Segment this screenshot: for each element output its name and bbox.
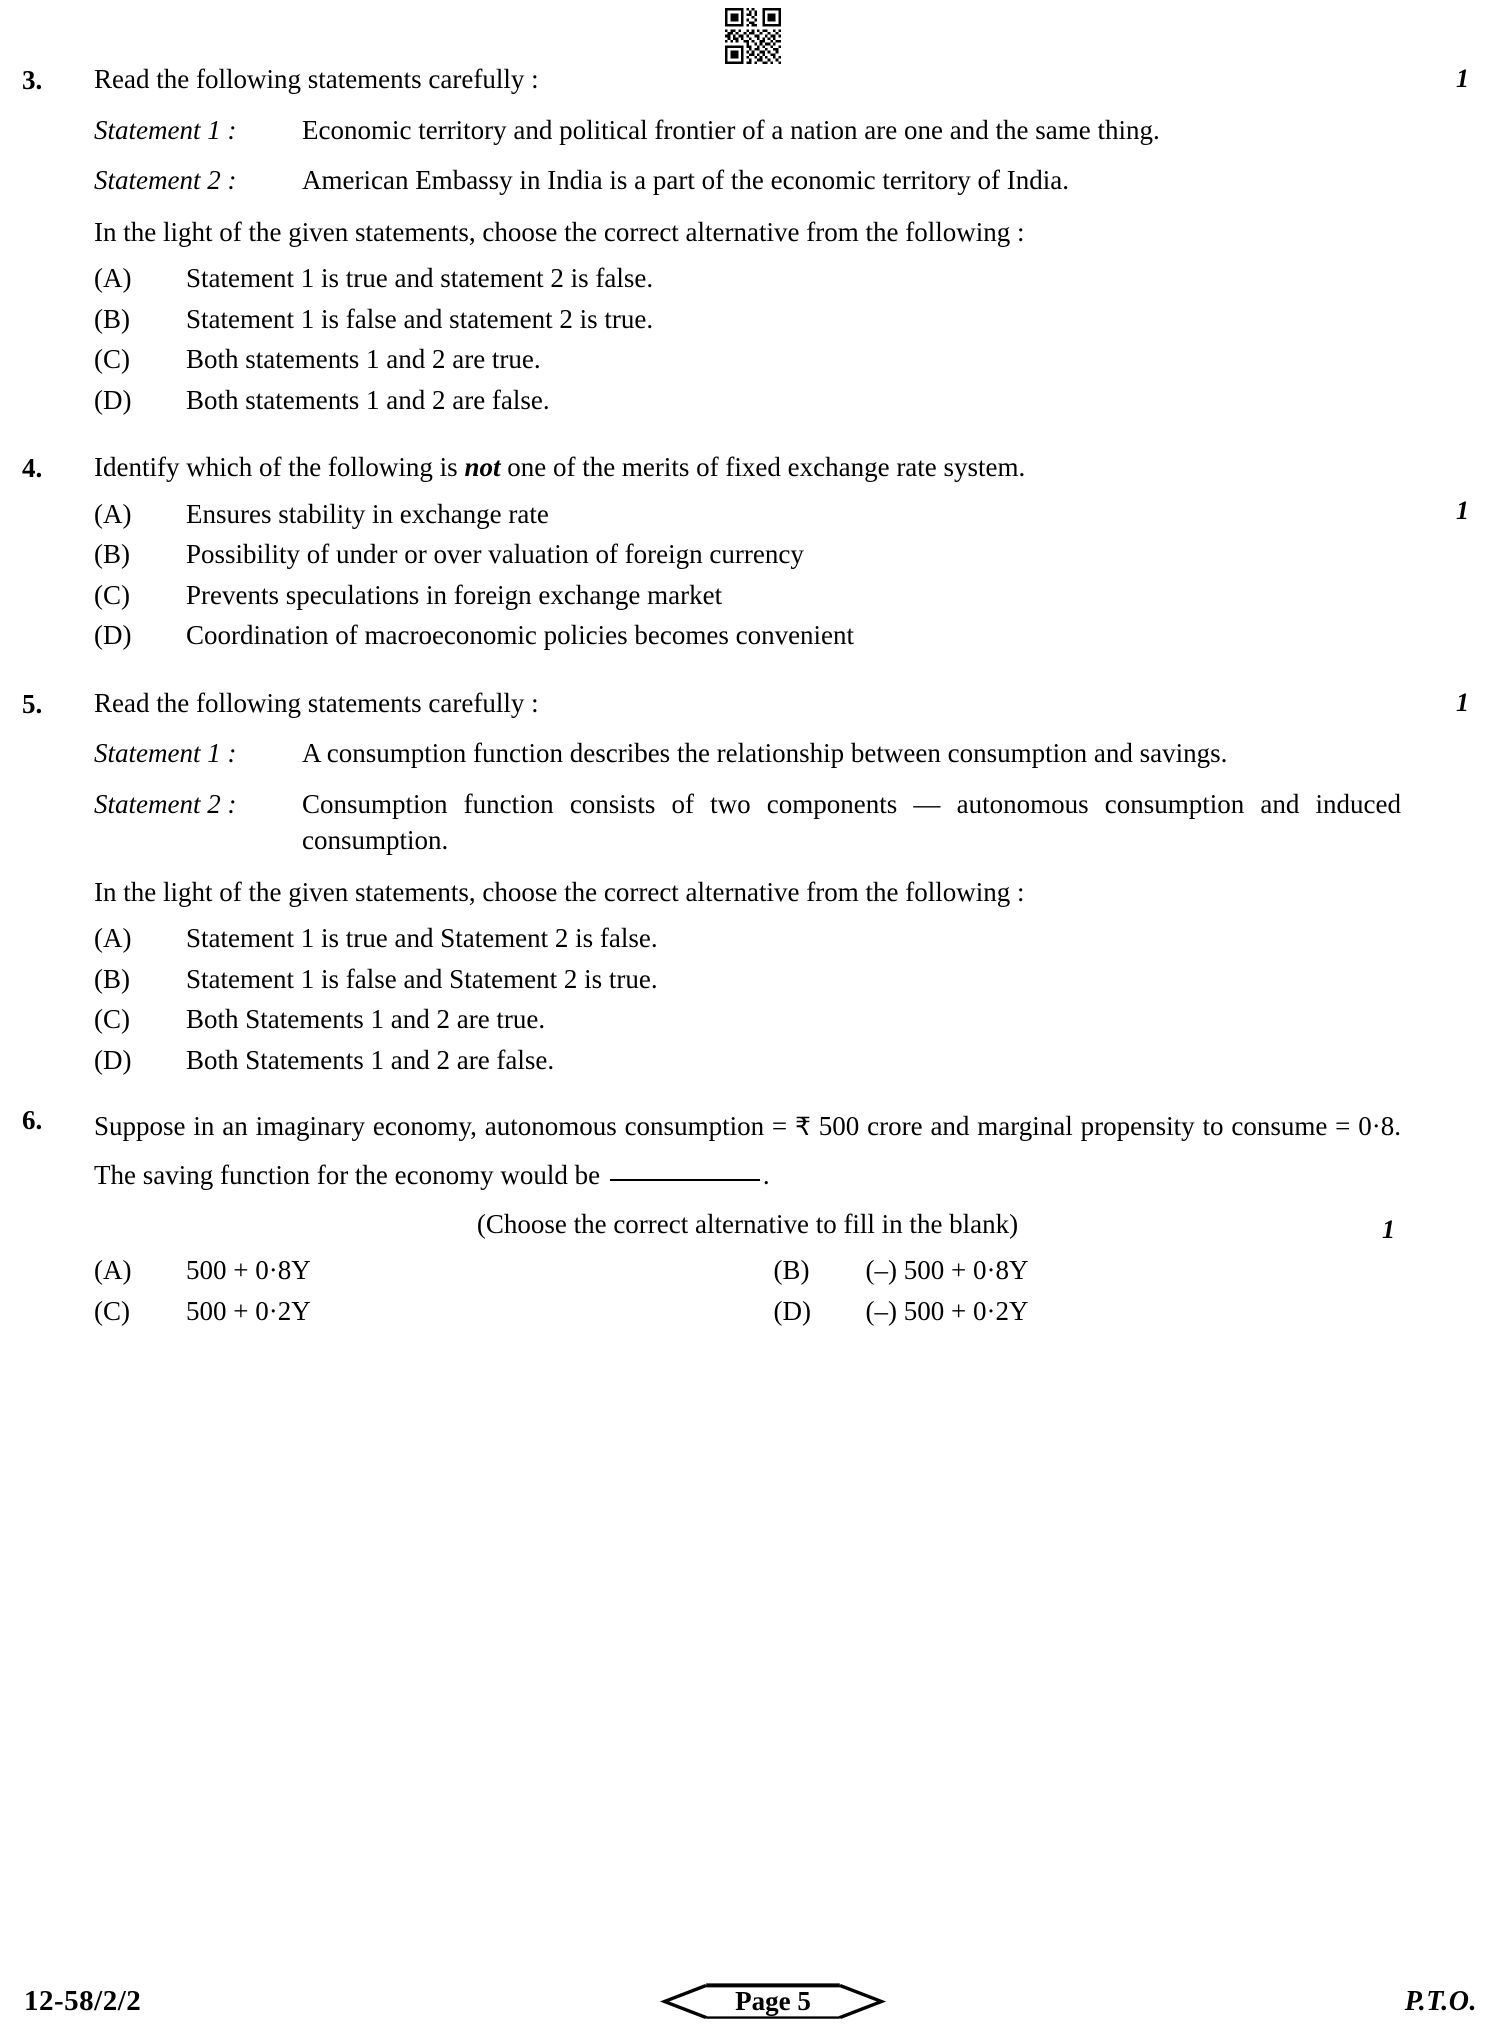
statement-label: Statement 1 : xyxy=(94,738,237,769)
question-marks: 1 xyxy=(1456,687,1469,717)
statement-row xyxy=(94,162,1401,198)
question-number: 6. xyxy=(22,1105,43,1136)
question-6 xyxy=(22,1102,1475,1331)
option-key: (C) xyxy=(94,344,130,375)
paper-code: 12-58/2/2 xyxy=(24,1985,142,2017)
pto-label: P.T.O. xyxy=(1404,1985,1477,2017)
option-text: Prevents speculations in foreign exchange market xyxy=(186,579,723,610)
question-3 xyxy=(22,62,1475,420)
page-label: Page 5 xyxy=(735,1986,811,2016)
question-instruction: In the light of the given statements, choose the correct alternative from the following : xyxy=(94,216,1025,247)
question-marks: 1 xyxy=(1456,496,1469,526)
option-b[interactable] xyxy=(94,534,1401,575)
option-text: (–) 500 + 0·8Y xyxy=(865,1255,1029,1286)
statement-label: Statement 1 : xyxy=(94,114,237,145)
option-key: (A) xyxy=(94,1255,132,1286)
option-text: Statement 1 is true and statement 2 is false. xyxy=(186,263,654,294)
option-d[interactable] xyxy=(94,1040,1401,1081)
option-key: (B) xyxy=(94,539,130,570)
prompt-part-1: Identify which of the following is xyxy=(94,452,465,483)
option-d[interactable] xyxy=(94,615,1401,656)
option-text: Statement 1 is false and statement 2 is true. xyxy=(186,303,654,334)
option-d[interactable] xyxy=(748,1291,1402,1332)
question-marks: 1 xyxy=(1456,64,1469,93)
options-list xyxy=(94,918,1401,1080)
question-number: 3. xyxy=(22,65,43,95)
option-row xyxy=(94,1291,1401,1332)
question-number: 4. xyxy=(22,453,43,484)
option-c[interactable] xyxy=(94,339,1401,380)
spacer xyxy=(22,1080,1475,1102)
statement-text: American Embassy in India is a part of the economic territory of India. xyxy=(302,164,1069,195)
statement-row xyxy=(94,112,1401,148)
option-b[interactable] xyxy=(94,959,1401,1000)
options-list xyxy=(94,494,1401,656)
option-key: (C) xyxy=(94,1295,130,1326)
option-key: (A) xyxy=(94,923,132,954)
question-5 xyxy=(22,686,1475,1080)
question-4 xyxy=(22,450,1475,656)
option-key: (B) xyxy=(94,963,130,994)
answer-blank xyxy=(610,1179,760,1181)
option-text: Both Statements 1 and 2 are true. xyxy=(186,1004,546,1035)
option-text: Possibility of under or over valuation of foreign currency xyxy=(186,539,804,570)
qr-code-container xyxy=(0,0,1505,62)
option-c[interactable] xyxy=(94,999,1401,1040)
option-text: Statement 1 is false and Statement 2 is true. xyxy=(186,963,658,994)
statement-row xyxy=(94,786,1401,858)
option-text: (–) 500 + 0·2Y xyxy=(865,1295,1029,1326)
question-note: (Choose the correct alternative to fill in the blank) xyxy=(476,1209,1019,1240)
statement-row xyxy=(94,735,1401,771)
option-key: (D) xyxy=(94,1044,132,1075)
question-prompt xyxy=(94,450,1401,486)
option-a[interactable] xyxy=(94,494,1401,535)
option-key: (A) xyxy=(94,263,132,294)
options-list xyxy=(94,1250,1401,1331)
spacer xyxy=(22,420,1475,450)
option-key: (D) xyxy=(94,620,132,651)
option-key: (B) xyxy=(94,303,130,334)
question-marks: 1 xyxy=(1382,1215,1395,1245)
option-a[interactable] xyxy=(94,918,1401,959)
option-a[interactable] xyxy=(94,258,1401,299)
option-text: Both statements 1 and 2 are true. xyxy=(186,344,541,375)
option-text: Both Statements 1 and 2 are false. xyxy=(186,1044,555,1075)
spacer xyxy=(22,656,1475,686)
statement-text: Consumption function consists of two components — autonomous consumption and induced consumption. xyxy=(302,788,1401,855)
statement-label: Statement 2 : xyxy=(94,788,237,819)
option-c[interactable] xyxy=(94,1291,748,1332)
option-key: (D) xyxy=(94,384,132,415)
option-text: Both statements 1 and 2 are false. xyxy=(186,384,550,415)
prompt-part-2: one of the merits of fixed exchange rate system. xyxy=(500,452,1026,483)
option-key: (A) xyxy=(94,498,132,529)
qr-code-icon xyxy=(725,8,781,64)
prompt-emphasis: not xyxy=(464,452,501,483)
option-b[interactable] xyxy=(748,1250,1402,1291)
question-instruction: In the light of the given statements, choose the correct alternative from the following : xyxy=(94,876,1025,907)
option-b[interactable] xyxy=(94,299,1401,340)
question-prompt xyxy=(94,1102,1401,1199)
question-number: 5. xyxy=(22,688,43,719)
option-a[interactable] xyxy=(94,1250,748,1291)
option-row xyxy=(94,1250,1401,1291)
rupee-icon: ₹ xyxy=(795,1112,811,1142)
question-prompt: Read the following statements carefully : xyxy=(94,64,539,94)
question-prompt: Read the following statements carefully : xyxy=(94,687,539,718)
option-key: (C) xyxy=(94,1004,130,1035)
option-text: Ensures stability in exchange rate xyxy=(186,498,549,529)
option-key: (C) xyxy=(94,579,130,610)
prompt-part-3: . xyxy=(762,1159,770,1190)
prompt-part-2: 500 crore and marginal propensity to consume = 0·8. The saving function for the economy would be xyxy=(94,1111,1401,1190)
page-number-badge xyxy=(658,1983,888,2020)
option-d[interactable] xyxy=(94,380,1401,421)
statement-text: Economic territory and political frontier of a nation are one and the same thing. xyxy=(302,114,1160,145)
option-text: 500 + 0·2Y xyxy=(186,1295,311,1326)
statement-label: Statement 2 : xyxy=(94,164,237,195)
option-text: 500 + 0·8Y xyxy=(186,1255,311,1286)
options-list xyxy=(94,258,1401,420)
statement-text: A consumption function describes the relationship between consumption and savings. xyxy=(302,738,1228,769)
option-text: Coordination of macroeconomic policies becomes convenient xyxy=(186,620,855,651)
option-text: Statement 1 is true and Statement 2 is false. xyxy=(186,923,658,954)
questions-container xyxy=(0,62,1505,1331)
prompt-part-1: Suppose in an imaginary economy, autonomous consumption = xyxy=(94,1111,796,1142)
page-footer xyxy=(0,1983,1505,2020)
option-c[interactable] xyxy=(94,575,1401,616)
option-key: (B) xyxy=(773,1255,810,1286)
option-key: (D) xyxy=(773,1295,811,1326)
